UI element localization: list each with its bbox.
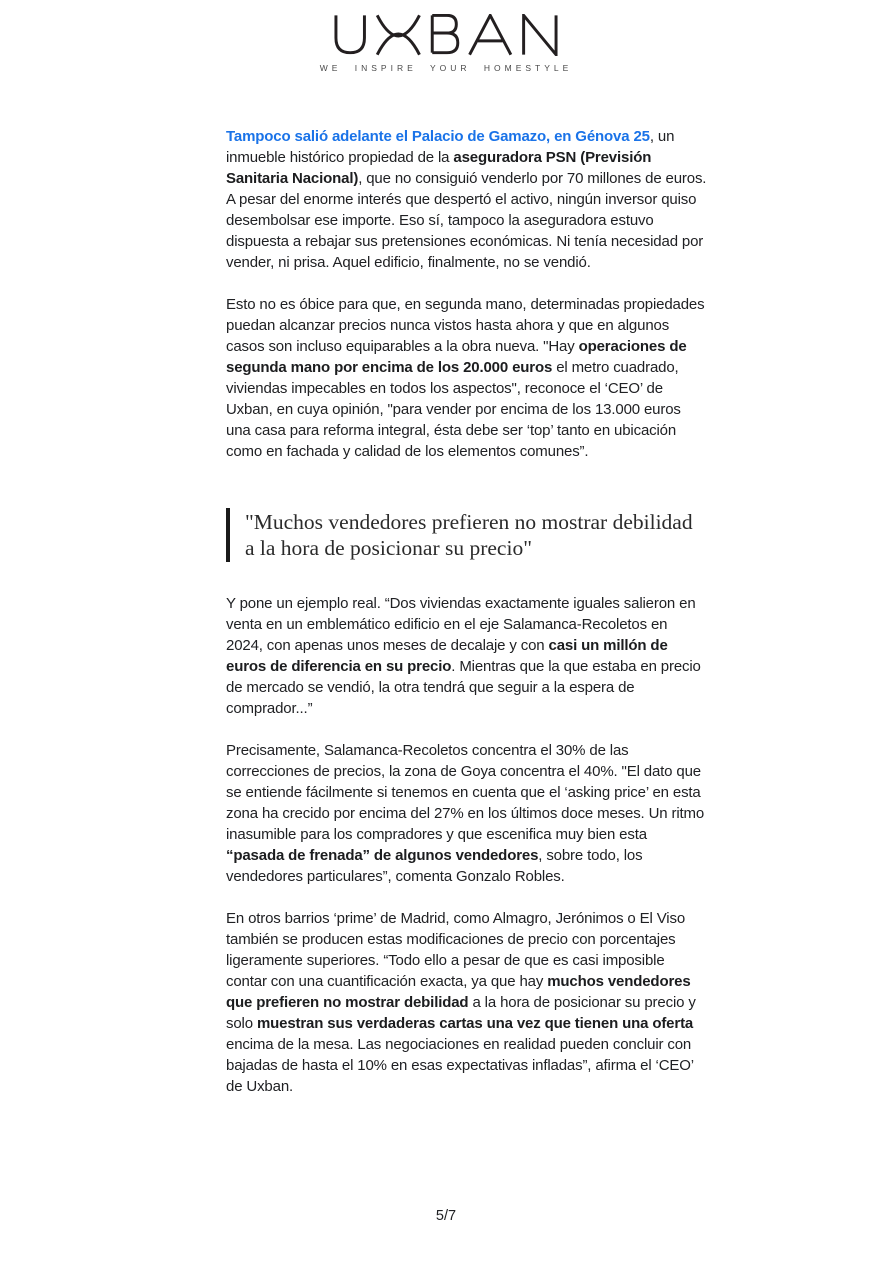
paragraph-text: . Mientras que la que estaba en precio de mercado se vendió, la otra tendrá que seguir a la espera de comprador...” [226,658,701,717]
brand-tagline: WE INSPIRE YOUR HOMESTYLE [319,63,573,73]
page-indicator: 5/7 [435,1208,457,1224]
paragraph-text: el metro cuadrado, viviendas impecables en todos los aspectos", reconoce el ‘CEO’ de Uxban, en cuya opinión, "para vender por encima de los 13.000 euros una casa para reforma integral, ésta debe ser ‘top’ tanto en ubicación como en fachada y calidad de los elementos comunes”. [226,359,681,460]
article-paragraph [226,593,707,719]
bold-text: casi un millón de euros de diferencia en su precio [226,637,668,675]
paragraph-text: Y pone un ejemplo real. “Dos viviendas exactamente iguales salieron en venta en un emblemático edificio en el eje Salamanca-Recoletos en 2024, con apenas unos meses de decalaje y con [226,595,696,654]
bold-text: aseguradora PSN (Previsión Sanitaria Nacional) [226,149,652,187]
uxban-logo-icon [333,14,559,56]
paragraph-text: , que no consiguió venderlo por 70 millones de euros. A pesar del enorme interés que despertó el activo, ningún inversor quiso desembolsar ese importe. Eso sí, tampoco la aseguradora estuvo dispuesta a rebajar sus pretensiones económicas. Ni tenía necesidad por vender, ni prisa. Aquel edificio, finalmente, no se vendió. [226,170,707,271]
bold-text: “pasada de frenada” de algunos vendedores [226,847,539,864]
paragraph-text: En otros barrios ‘prime’ de Madrid, como Almagro, Jerónimos o El Viso también se producen estas modificaciones de precio con porcentajes ligeramente superiores. “Todo ello a pesar de que es casi imposible contar con una cuantificación exacta, ya que hay [226,910,686,990]
bold-text: operaciones de segunda mano por encima de los 20.000 euros [226,338,687,376]
paragraph-text: , sobre todo, los vendedores particulares”, comenta Gonzalo Robles. [226,847,643,885]
bold-text: muestran sus verdaderas cartas una vez que tienen una oferta [256,1015,694,1032]
brand-header [0,14,892,73]
pull-quote: "Muchos vendedores prefieren no mostrar debilidad a la hora de posicionar su precio" [226,508,707,562]
article-paragraph [226,740,707,887]
article-paragraph [226,126,707,273]
paragraph-text: Esto no es óbice para que, en segunda mano, determinadas propiedades puedan alcanzar precios nunca vistos hasta ahora y que en algunos casos son incluso equiparables a la obra nueva. "Hay [226,296,705,355]
paragraph-text: , un inmueble histórico propiedad de la [226,128,675,166]
paragraph-text: a la hora de posicionar su precio y solo [226,994,696,1032]
article-link[interactable]: Tampoco salió adelante el Palacio de Gamazo, en Génova 25 [226,128,650,145]
article-paragraph [226,294,707,462]
article-paragraph [226,908,707,1097]
bold-text: muchos vendedores que prefieren no mostrar debilidad [226,973,691,1011]
paragraph-text: Precisamente, Salamanca-Recoletos concentra el 30% de las correcciones de precios, la zona de Goya concentra el 40%. "El dato que se entiende fácilmente si tenemos en cuenta que el ‘asking price’ en esta zona ha crecido por encima del 27% en los últimos doce meses. Un ritmo inasumible para los compradores y que escenifica muy bien esta [226,742,705,843]
article-body [226,126,707,1118]
paragraph-text: encima de la mesa. Las negociaciones en realidad pueden concluir con bajadas de hasta el 10% en esas expectativas infladas”, afirma el ‘CEO’ de Uxban. [226,1036,694,1095]
